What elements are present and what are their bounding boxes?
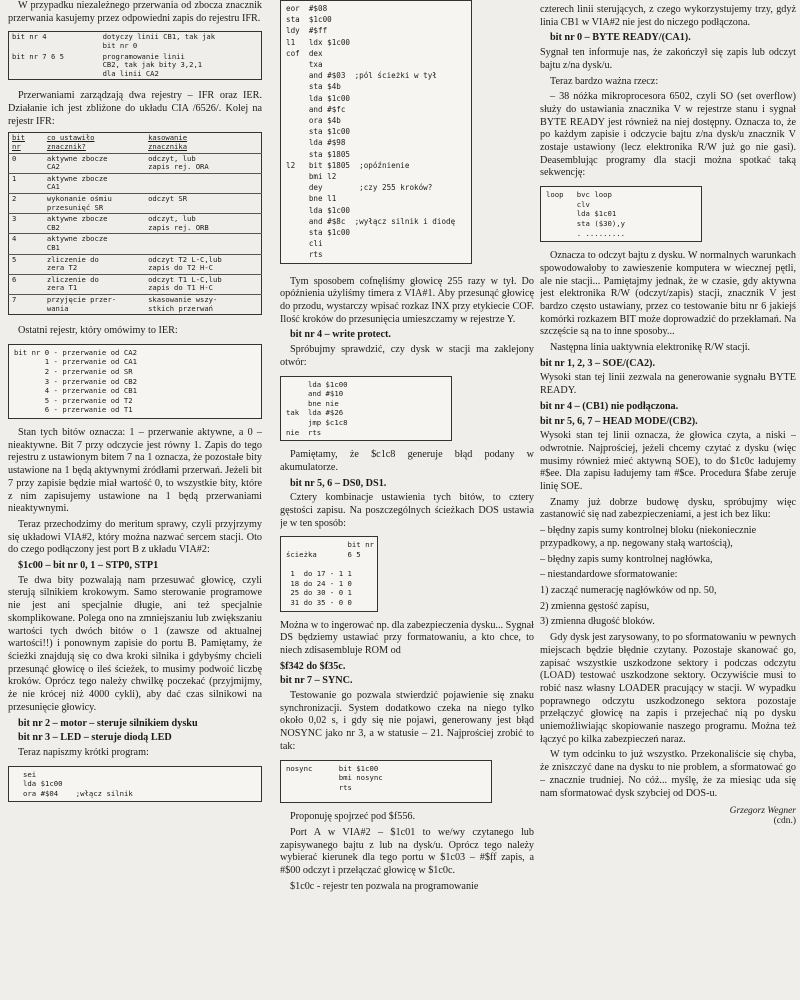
stp-paragraph: Te dwa bity pozwalają nam przesuwać głowicę, czyli sterują silnikiem krokowym. Samo sterowanie programowe nie jest ani specjalnie długie, ani też specjalnie skomplikowane. Polega ono na zmniejszaniu lub zwiększaniu wartości tych dwóch bitów o 1 (zawsze od aktualnej wartości!!) i ponownym zapisie do portu B. Pamiętamy, że ścieżki znajdują się co dwa kroki silnika i gdybyśmy chcieli przesunąć głowicę o ileś ścieżek, to musimy podwoić liczbę kroków. Oprócz tego należy chwilkę poczekać (przyjmijmy, że nie krócej niż 4000 cykli), aby dać czas silnikowi na przesunięcie głowicy. <box>8 574 262 713</box>
list-item: – niestandardowe sformatowanie: <box>540 569 678 581</box>
ifr-cell-clear <box>145 234 261 254</box>
sync-code-box: nosync bit $1c00 bmi nosync rts <box>280 760 492 804</box>
ifr-note-bits: bit nr 4 <box>12 32 47 42</box>
column-middle <box>280 0 534 1000</box>
ifr-cell-clear: odczyt T1 L-C,lub zapis do T1 H-C <box>145 274 261 294</box>
ifr-cell-source: zliczenie do zera T2 <box>44 254 145 274</box>
cof-paragraph: Tym sposobem cofnęliśmy głowicę 255 razy w tył. Do opóźnienia użyliśmy timera z VIA#1. Aby przesunąć głowicę do przodu, wystarczy wpisać rozkaz INX przy etykiecie COF. Ilość kroków do przesunięcia umieszczamy w rejestrze Y. <box>280 275 534 325</box>
ifr-cell-bit: 0 <box>9 153 44 173</box>
ifr-cell-source: zliczenie do zera T1 <box>44 274 145 294</box>
author-signature: Grzegorz Wegner <box>729 806 796 817</box>
list-item: – błędny zapis sumy kontrolnej nagłówka, <box>540 553 713 565</box>
stp-heading: $1c00 – bit nr 0, 1 – STP0, STP1 <box>18 560 159 572</box>
ifr-cell-bit: 5 <box>9 254 44 274</box>
ifr-cell-bit: 4 <box>9 234 44 254</box>
motor-heading: bit nr 2 – motor – steruje silnikiem dysku <box>18 717 198 729</box>
f556-paragraph: Proponuję spojrzeć pod $f556. <box>290 811 416 823</box>
registers-paragraph: Przerwaniami zarządzają dwa rejestry – IFR oraz IER. Działanie ich jest zbliżone do układu CIA /6526/. Kolej na rejestr IFR: <box>8 90 262 127</box>
ifr-table-header: bit nr <box>12 133 25 152</box>
write-protect-heading: bit nr 4 – write protect. <box>290 329 391 341</box>
ifr-cell-source: przyjęcie przer- wania <box>44 294 145 314</box>
table-row <box>9 173 262 193</box>
ifr-cell-clear: odczyt SR <box>145 194 261 214</box>
ingerowac-paragraph: Można w to ingerować np. dla zabezpieczenia dysku... Sygnał DS będziemy ustawiać przy formatowaniu, a kto chce, to niech zdisasembluje ROM od <box>280 619 534 656</box>
density-paragraph: Cztery kombinacje ustawienia tych bitów, to cztery gęstości zapisu. Na poszczególnych ścieżkach DOS ustawia je w ten sposób: <box>280 492 534 529</box>
ifr-cell-source: aktywne zbocze CB1 <box>44 234 145 254</box>
program-code-box: sei lda $1c00 ora #$04 ;włącz silnik <box>8 766 262 803</box>
ifr-cell-clear: odczyt, lub zapis rej. ORA <box>145 153 261 173</box>
asm-listing: eor #$08 sta $1c00 ldy #$ff l1 ldx $1c00 cof dex txa and #$03 ;pól ścieżki w tył sta $4b lda $1c00 and #$fc ora $4b sta $1c00 lda #$98 sta $1805 l2 bit $1805 ;opóźnienie bmi l2 dey ;czy 255 kroków? bne l1 lda $1c00 and #$8c ;wyłącz silnik i diodę sta $1c00 cli rts <box>280 0 472 264</box>
soe-paragraph: Wysoki stan tej linii zezwala na generowanie sygnału BYTE READY. <box>540 372 796 397</box>
closing-paragraph: W tym odcinku to już wszystko. Przekonaliście się chyba, że zniszczyć dane na dysku to nie problem, a sformatować go – znacznie trudniej. No cóż... myślę, że za miesiąc uda się nam sformatować dysk szybciej od DOS-u. <box>540 749 796 799</box>
continued-note: (cdn.) <box>773 816 796 827</box>
rom-range-heading: $f342 do $f35c. <box>280 660 346 672</box>
ifr-cell-clear: skasowanie wszy- stkich przerwań <box>145 294 261 314</box>
sync-heading: bit nr 7 – SYNC. <box>280 675 353 687</box>
column-right <box>540 0 796 1000</box>
list-item: 1) zacząć numerację nagłówków od np. 50, <box>540 584 717 596</box>
byte-ready-paragraph: Sygnał ten informuje nas, że zakończył się zapis lub odczyt bajtu z/na dysk/u. <box>540 47 796 71</box>
intro-paragraph: W przypadku niezależnego przerwania od zbocza znacznik przerwania kasujemy przez odpowiedni zapis do rejestru IFR. <box>8 0 262 24</box>
ifr-table-header: co ustawiło znacznik? <box>46 133 95 152</box>
ifr-note-desc: programowanie linii CB2, tak jak bity 3,2,1 dla linii CA2 <box>102 51 203 78</box>
table-row <box>9 254 262 274</box>
znamy-paragraph: Znamy już dobrze budowę dysku, spróbujmy więc zastanowić się nad zabezpieczeniami, a jest ich bez liku: <box>540 496 796 521</box>
cb1-heading: bit nr 4 – (CB1) nie podłączona. <box>540 400 679 412</box>
pin38-paragraph: – 38 nóżka mikroprocesora 6502, czyli SO (set overflow) służy do ustawiania znacznika V w rejestrze stanu i sygnał BYTE READY jest również na niej dostępny. Oznacza to, że po każdym zapisie i odczycie bajtu z/na dysk/u znacznik V zostaje ustawiony (lecz elektronika R/W już go nie gasi). Deasemblując programy dla stacji można spotkać taką sekwencję: <box>540 91 796 179</box>
ifr-cell-clear: odczyt, lub zapis rej. ORB <box>145 214 261 234</box>
write-protect-paragraph: Spróbujmy sprawdzić, czy dysk w stacji ma zaklejony otwór: <box>280 344 534 368</box>
ifr-bit-notes-box <box>8 31 262 80</box>
important-paragraph: Teraz bardzo ważna rzecz: <box>550 75 659 87</box>
ifr-note-bits: bit nr 7 6 5 <box>12 51 64 61</box>
ifr-cell-clear: odczyt T2 L-C,lub zapis do T2 H-C <box>145 254 261 274</box>
soe-heading: bit nr 1, 2, 3 – SOE/(CA2). <box>540 357 655 369</box>
table-row <box>9 274 262 294</box>
ifr-cell-source: wykonanie ośmiu przesunięć SR <box>44 194 145 214</box>
ier-code-box: bit nr 0 - przerwanie od CA2 1 - przerwanie od CA1 2 - przerwanie od SR 3 - przerwanie od CB2 4 - przerwanie od CB1 5 - przerwanie od T2 6 - przerwanie od T1 <box>8 344 262 419</box>
table-row <box>9 153 262 173</box>
ifr-note-desc: dotyczy linii CB1, tak jak bit nr 0 <box>102 32 216 50</box>
column-left <box>8 0 262 1000</box>
ifr-cell-clear <box>145 173 261 193</box>
ifr-cell-source: aktywne zbocze CB2 <box>44 214 145 234</box>
write-protect-code-box: lda $1c00 and #$10 bne nie tak lda #$26 jmp $c1c8 nie rts <box>280 376 452 442</box>
ifr-cell-source: aktywne zbocze CA2 <box>44 153 145 173</box>
1c0c-paragraph: $1c0c - rejestr ten pozwala na programowanie <box>290 880 479 892</box>
state-paragraph: Stan tych bitów oznacza: 1 – przerwanie aktywne, a 0 – nieaktywne. Bit 7 przy odczycie jest równy 1. Zapis do tego rejestru z ustawionym bitem 7 na 1 oznacza, że pozostałe bity ustawione na 1 będą aktywnymi źródłami przerwań. Jeżeli bit 7 przy zapisie będzie miał wartość 0, to wszystkie bity, które z nim zapisujemy ustawione na 1 będą przerwaniami nieaktywnymi. <box>8 427 262 515</box>
porta-paragraph: Port A w VIA#2 – $1c01 to we/wy czytanego lub zapisywanego bajtu z lub na dysk/u. Oprócz tego należy wybierać kierunek dla tego portu w $1c03 – #$ff zapis, a #$00 odczyt i przełączać głowicę w $1c0c. <box>280 827 534 877</box>
table-row <box>9 234 262 254</box>
ifr-cell-bit: 6 <box>9 274 44 294</box>
lines-paragraph: czterech linii sterujących, z czego wykorzystujemy trzy, gdyż linia CB1 w VIA#2 nie jest do niczego podłączona. <box>540 4 796 28</box>
sync-paragraph: Testowanie go pozwala stwierdzić pojawienie się znaku synchronizacji. System dodatkowo czeka na niego tylko około 0,02 s, i gdy się nie pojawi, generowany jest błąd NOSYNC jako nr 3, a w statusie – 21. Najprościej zrobić to tak: <box>280 690 534 752</box>
ifr-cell-bit: 2 <box>9 194 44 214</box>
rw-paragraph: Następna linia uaktywnia elektronikę R/W stacji. <box>550 342 751 354</box>
oznacza-paragraph: Oznacza to odczyt bajtu z dysku. W normalnych warunkach spowodowałoby to zawieszenie komputera w wiecznej pętli, ale nie stacji... Pamiętajmy jednak, że w czasie, gdy aktywna jest elektronika R/W (odczyt/zapis) stacji, znacznik V jest bardzo często ustawiany, przez co testowanie bitu nr 6 jakiejś komórki rozkazem BIT może doprowadzić do przekłamań. Na szczęście są na to inne sposoby... <box>540 250 796 338</box>
ifr-table-header: kasowanie znacznika <box>148 133 188 152</box>
error-paragraph: Pamiętamy, że $c1c8 generuje błąd podany w akumulatorze. <box>280 449 534 473</box>
density-heading: bit nr 5, 6 – DS0, DS1. <box>290 477 387 489</box>
list-item: 2) zmienna gęstość zapisu, <box>540 600 650 612</box>
ifr-cell-bit: 1 <box>9 173 44 193</box>
table-row <box>9 214 262 234</box>
ifr-cell-source: aktywne zbocze CA1 <box>44 173 145 193</box>
ifr-cell-bit: 7 <box>9 294 44 314</box>
led-heading: bit nr 3 – LED – steruje diodą LED <box>18 732 172 744</box>
head-mode-paragraph: Wysoki stan tej linii oznacza, że głowica czyta, a niski – odwrotnie. Najprościej, jeżeli chcemy czytać z dysku (więc musimy również mieć aktywną SOE), to do $1c0c ładujemy #$ee. Dla zapisu ładujemy tam #$ce. Procedura $fabe zeruje linię SOE. <box>540 430 796 493</box>
table-row <box>9 294 262 314</box>
list-item: 3) zmienna długość bloków. <box>540 616 655 628</box>
ifr-cell-bit: 3 <box>9 214 44 234</box>
ifr-table <box>8 132 262 315</box>
list-item: – błędny zapis sumy kontrolnej bloku (niekoniecznie przypadkowy, a np. negowany stałą wartością), <box>540 525 757 549</box>
meritum-paragraph: Teraz przechodzimy do meritum sprawy, czyli przyjrzymy się układowi VIA#2, który można nazwać sercem stacji. Oto do czego podłączony jest port B z układu VIA#2: <box>8 518 262 556</box>
head-mode-heading: bit nr 5, 6, 7 – HEAD MODE/(CB2). <box>540 415 698 427</box>
program-paragraph: Teraz napiszmy krótki program: <box>18 746 149 758</box>
ier-paragraph: Ostatni rejestr, który omówimy to IER: <box>18 325 178 337</box>
density-table: bit nr ścieżka 6 5 1 do 17 - 1 1 18 do 24 - 1 0 25 do 30 - 0 1 31 do 35 - 0 0 <box>280 536 378 611</box>
table-row <box>9 194 262 214</box>
loop-code-box: loop bvc loop clv lda $1c01 sta ($30),y . ......... <box>540 186 702 242</box>
byte-ready-heading: bit nr 0 – BYTE READY/(CA1). <box>550 32 691 44</box>
scratched-disk-paragraph: Gdy dysk jest zarysowany, to po sformatowaniu w pewnych miejscach będzie błędnie czytany. Pozostaje skanować go, zapisać wszystkie uszkodzone sektory i podczas odczytu (LOAD) testować uszkodzone sektory. Oczywiście musi to robić nasz własny LOADER pracujący w stacji. W wypadku poprawnego odczytu uszkodzonego sektora pozostaje przełączyć głowicę na zapis i przejechać nią po dysku uniemożliwiając skopiowanie naszego programu. Można też łączyć po kilka zabezpieczeń naraz. <box>540 632 796 745</box>
